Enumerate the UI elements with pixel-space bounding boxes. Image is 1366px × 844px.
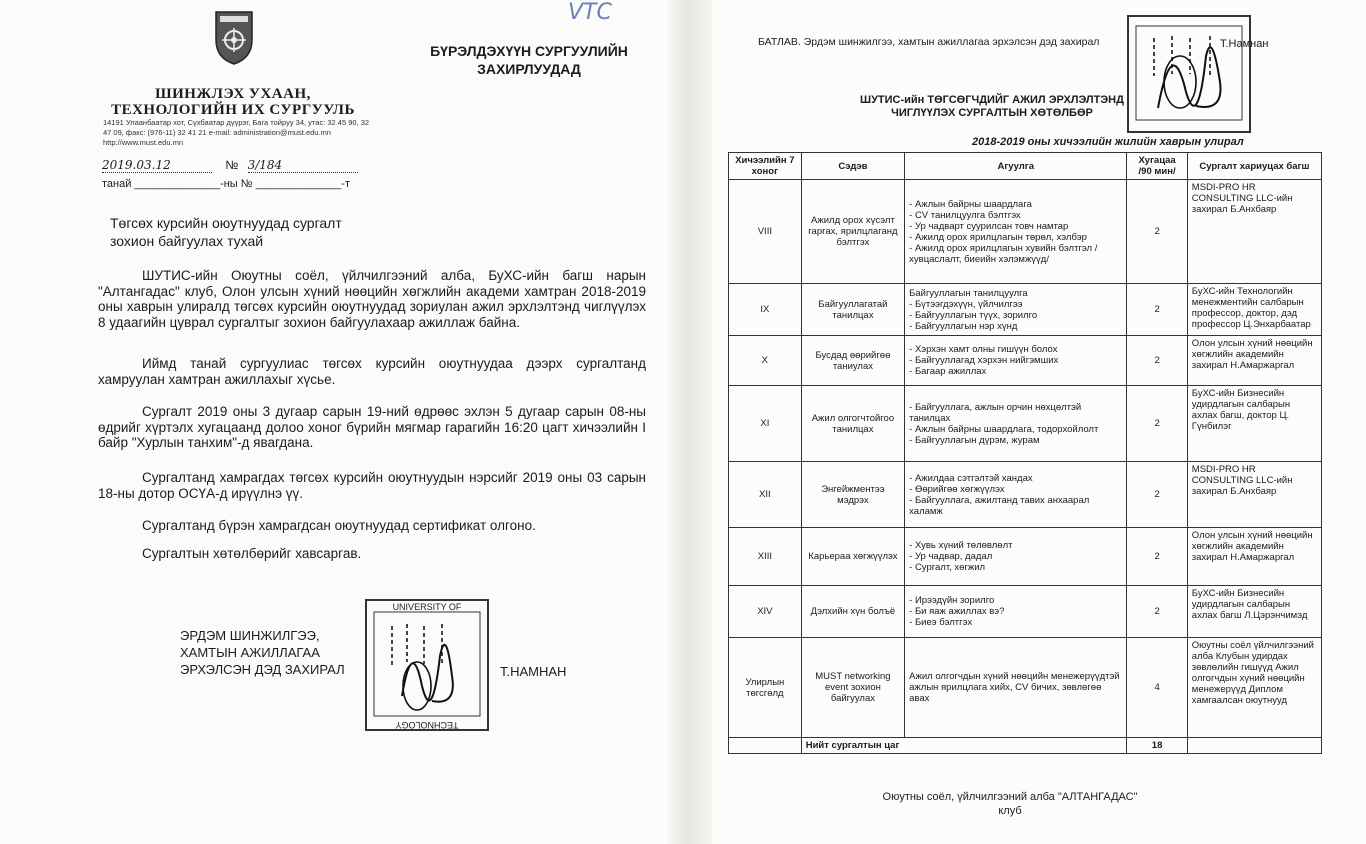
letter-number-label: №	[225, 158, 239, 172]
table-total-row	[729, 738, 1322, 754]
table-cell	[729, 738, 802, 754]
teacher-cell: БуХС-ийн Бизнесийн удирдлагын салбарын ахлах багш Л.Цэрэнчимэд	[1187, 586, 1321, 638]
letter-paragraph: ШУТИС-ийн Оюутны соёл, үйлчилгээний алба, БуХС-ийн багш нарын "Алтангадас" клуб, Олон улсын хүний нөөцийн хөгжлийн академи хамтран 2018-2019 оны хаврын улиралд төгсөх курсийн оюутнуудад зориулан ажил эрхлэлтэнд чиглүүлэх 8 удаагийн цуврал сургалтыг зохион байгуулахаар ажиллаж байна.	[98, 268, 646, 330]
week-cell: Улирлын төгсгөлд	[729, 638, 802, 738]
letter-date-line	[102, 158, 372, 173]
reply-reference-line: танай ______________-ны № ______________-т	[102, 178, 350, 190]
week-cell: XI	[729, 386, 802, 462]
university-emblem-icon	[212, 6, 256, 66]
page-gutter	[668, 0, 712, 844]
column-header-topic: Сэдэв	[801, 153, 904, 180]
topic-cell: Байгууллагатай танилцах	[801, 284, 904, 336]
university-contacts: 14191 Улаанбаатар хот, Сүхбаатар дүүрэг, Бага тойруу 34, утас: 32 45 90, 32 47 09, факс: (976-11) 32 41 21 e-mail: administration@must.edu.mn http://www.must.edu.mn	[103, 118, 370, 147]
teacher-cell: БуХС-ийн Бизнесийн удирдлагын салбарын ахлах багш, доктор Ц. Гүнбилэг	[1187, 386, 1321, 462]
duration-cell: 2	[1127, 386, 1187, 462]
topic-cell: Ажилд орох хүсэлт гаргах, ярилцлаганд бэлтгэх	[801, 180, 904, 284]
duration-cell: 2	[1127, 180, 1187, 284]
signer-name: Т.НАМНАН	[500, 664, 567, 679]
topic-cell: Карьераа хөгжүүлэх	[801, 528, 904, 586]
letter-paragraph: Иймд танай сургуулиас төгсөх курсийн оюутнуудаа дээрх сургалтанд хамруулан хамтран ажиллахыг хүсье.	[98, 356, 646, 387]
week-cell: X	[729, 336, 802, 386]
topic-cell: Ажил олгогчтойгоо танилцах	[801, 386, 904, 462]
table-cell	[1187, 738, 1321, 754]
column-header-content: Агуулга	[905, 153, 1127, 180]
teacher-cell: Олон улсын хүний нөөцийн хөгжлийн академийн захирал Н.Амаржаргал	[1187, 336, 1321, 386]
signer-title: ЭРДЭМ ШИНЖИЛГЭЭ, ХАМТЫН АЖИЛЛАГАА ЭРХЭЛСЭН ДЭД ЗАХИРАЛ	[180, 628, 345, 677]
handwritten-annotation: VTC	[568, 0, 612, 25]
topic-cell: Энгейжментээ мэдрэх	[801, 462, 904, 528]
teacher-cell: Олон улсын хүний нөөцийн хөгжлийн академийн захирал Н.Амаржаргал	[1187, 528, 1321, 586]
table-row	[729, 638, 1322, 738]
approval-line: БАТЛАВ. Эрдэм шинжилгээ, хамтын ажиллагаа эрхэлсэн дэд захирал	[758, 36, 1100, 48]
table-row	[729, 528, 1322, 586]
letter-paragraph: Сургалт 2019 оны 3 дугаар сарын 19-ний өдрөөс эхлэн 5 дугаар сарын 08-ны өдрийг хүртэлх хугацаанд долоо хоног бүрийн мягмар гарагийн 16:20 цагт хичээлийн I байр "Хурлын танхим"-д явагдана.	[98, 404, 646, 450]
teacher-cell: Оюутны соёл үйлчилгээний алба Клубын удирдах зөвлөлийн гишүүд Ажил олгогчдын хүний нөөцийн менежерүүд Диплом хамгаалсан оюутнууд	[1187, 638, 1321, 738]
letter-paragraph: Сургалтанд бүрэн хамрагдсан оюутнуудад сертификат олгоно.	[142, 518, 536, 533]
content-cell: - Байгууллага, ажлын орчин нөхцөлтэй танилцах - Ажлын байрны шаардлага, тодорхойлолт - Байгууллагын дүрэм, журам	[905, 386, 1127, 462]
column-header-duration: Хугацаа /90 мин/	[1127, 153, 1187, 180]
university-stamp-icon	[1124, 12, 1254, 136]
university-name: ШИНЖЛЭХ УХААН, ТЕХНОЛОГИЙН ИХ СУРГУУЛЬ	[111, 86, 355, 118]
table-row	[729, 386, 1322, 462]
duration-cell: 2	[1127, 528, 1187, 586]
letter-paragraph: Сургалтанд хамрагдах төгсөх курсийн оюутнуудын нэрсийг 2019 оны 03 сарын 18-ны дотор ОСҮА-д ирүүлнэ үү.	[98, 470, 646, 501]
content-cell: - Хувь хүний төлөвлөлт - Ур чадвар, дадал - Сургалт, хөгжил	[905, 528, 1127, 586]
stamp-text-bottom: TECHNOLOGY	[395, 720, 459, 730]
topic-cell: MUST networking event зохион байгуулах	[801, 638, 904, 738]
program-term: 2018-2019 оны хичээлийн жилийн хаврын улирал	[972, 136, 1244, 148]
content-cell: - Хэрхэн хамт олны гишүүн болох - Байгууллагад хэрхэн нийгэмших - Багаар ажиллах	[905, 336, 1127, 386]
content-cell: - Ажилдаа сэтгэлтэй хандах - Өөрийгөө хөгжүүлэх - Байгууллага, ажилтанд тавих анхаарал халамж	[905, 462, 1127, 528]
teacher-cell: MSDI-PRO HR CONSULTING LLC-ийн захирал Б.Анхбаяр	[1187, 180, 1321, 284]
total-label: Нийт сургалтын цаг	[801, 738, 1127, 754]
teacher-cell: БуХС-ийн Технологийн менежментийн салбарын профессор, доктор, дэд профессор Ц.Энхарбаатар	[1187, 284, 1321, 336]
content-cell: Байгууллагын танилцуулга - Бүтээгдэхүүн, үйлчилгээ - Байгууллагын түүх, зорилго - Байгууллагын нэр хүнд	[905, 284, 1127, 336]
table-row	[729, 284, 1322, 336]
program-footer: Оюутны соёл, үйлчилгээний алба "АЛТАНГАДАС" клуб	[882, 791, 1138, 817]
letter-number: 3/184	[248, 158, 358, 173]
topic-cell: Бусдад өөрийгөө таниулах	[801, 336, 904, 386]
recipient-heading: БҮРЭЛДЭХҮҮН СУРГУУЛИЙН ЗАХИРЛУУДАД	[430, 43, 628, 77]
duration-cell: 2	[1127, 336, 1187, 386]
approval-name: Т.Намнан	[1220, 38, 1269, 50]
duration-cell: 2	[1127, 284, 1187, 336]
table-row	[729, 180, 1322, 284]
letter-subject: Төгсөх курсийн оюутнуудад сургалт зохион байгуулах тухай	[110, 215, 342, 249]
university-stamp-icon	[362, 596, 492, 734]
table-row	[729, 462, 1322, 528]
week-cell: XIII	[729, 528, 802, 586]
stamp-text-top: UNIVERSITY OF	[392, 602, 462, 612]
week-cell: XII	[729, 462, 802, 528]
content-cell: - Ажлын байрны шаардлага - CV танилцуулга бэлтгэх - Ур чадварт суурилсан товч намтар - Ажилд орох ярилцлагын төрөл, хэлбэр - Ажилд орох ярилцлагын хувийн бэлтгэл /хувцаслалт, биеийн хэлэмжүүд/	[905, 180, 1127, 284]
column-header-week: Хичээлийн 7 хоног	[729, 153, 802, 180]
table-header-row	[729, 153, 1322, 180]
week-cell: VIII	[729, 180, 802, 284]
table-row	[729, 586, 1322, 638]
content-cell: - Ирээдүйн зорилго - Би яаж ажиллах вэ? - Биеэ бэлтгэх	[905, 586, 1127, 638]
duration-cell: 4	[1127, 638, 1187, 738]
letter-date: 2019.03.12	[102, 158, 212, 173]
week-cell: IX	[729, 284, 802, 336]
duration-cell: 2	[1127, 462, 1187, 528]
letter-paragraph: Сургалтын хөтөлбөрийг хавсаргав.	[142, 546, 362, 561]
teacher-cell: MSDI-PRO HR CONSULTING LLC-ийн захирал Б.Анхбаяр	[1187, 462, 1321, 528]
content-cell: Ажил олгогчдын хүний нөөцийн менежерүүдтэй ажлын ярилцлага хийх, CV бичих, зөвлөгөө авах	[905, 638, 1127, 738]
duration-cell: 2	[1127, 586, 1187, 638]
topic-cell: Дэлхийн хүн болъё	[801, 586, 904, 638]
program-title: ШУТИС-ийн ТӨГСӨГЧДИЙГ АЖИЛ ЭРХЛЭЛТЭНД ЧИГЛҮҮЛЭХ СУРГАЛТЫН ХӨТӨЛБӨР	[860, 94, 1124, 119]
week-cell: XIV	[729, 586, 802, 638]
column-header-teacher: Сургалт хариуцах багш	[1187, 153, 1321, 180]
schedule-table	[728, 152, 1322, 754]
total-hours: 18	[1127, 738, 1187, 754]
table-row	[729, 336, 1322, 386]
